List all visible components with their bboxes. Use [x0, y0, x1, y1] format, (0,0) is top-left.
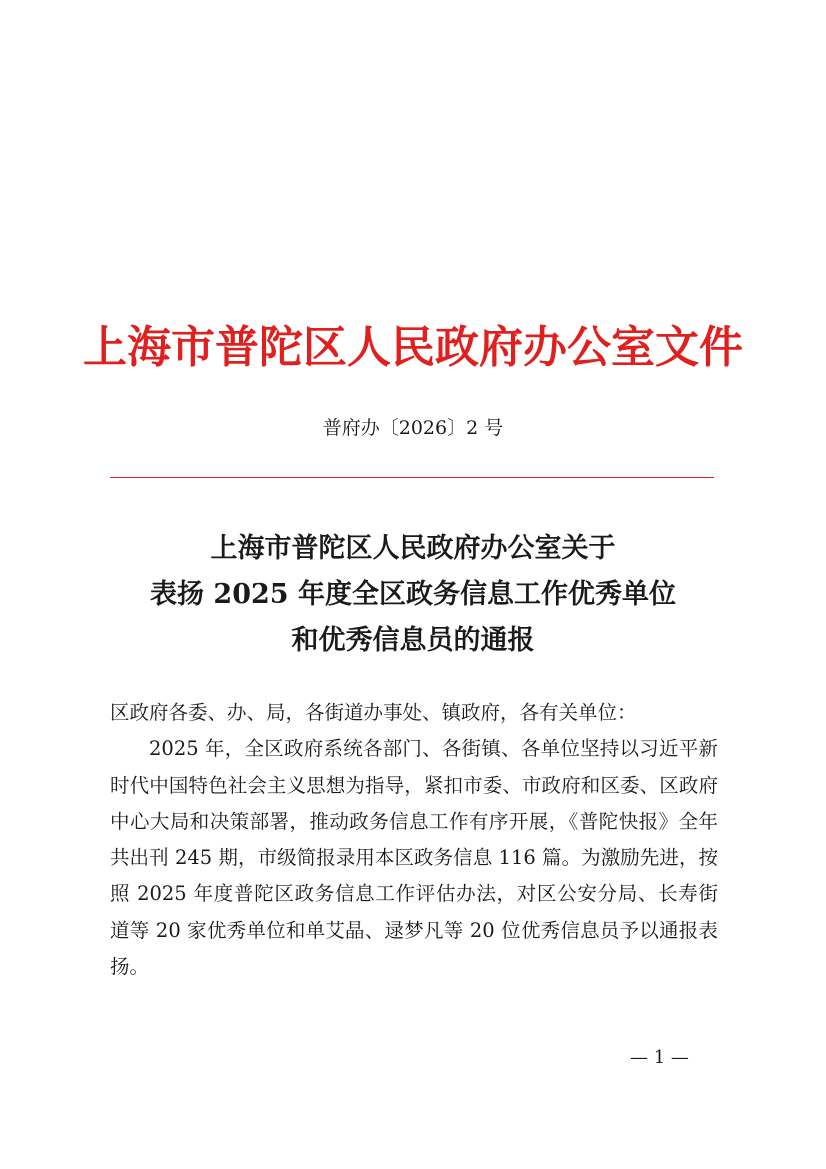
page-number: — 1 —	[630, 1047, 689, 1068]
body-paragraph: 2025 年，全区政府系统各部门、各街镇、各单位坚持以习近平新时代中国特色社会主义思想为指导，紧扣市委、市政府和区委、区政府中心大局和决策部署，推动政务信息工作有序开展，《普陀快报》全年共出刊 245 期，市级简报录用本区政务信息 116 篇。为激励先进，按照 2025 年度普陀区政务信息工作评估办法，对区公安分局、长寿街道等 20 家优秀单位和单艾晶、逯梦凡等 20 位优秀信息员予以通报表扬。	[110, 737, 718, 979]
notice-title-line-1: 上海市普陀区人民政府办公室关于	[210, 533, 616, 564]
salutation: 区政府各委、办、局，各街道办事处、镇政府，各有关单位：	[110, 701, 637, 724]
red-divider-line	[110, 477, 714, 478]
notice-title-line-3: 和优秀信息员的通报	[291, 625, 535, 656]
notice-title-line-2: 表扬 2025 年度全区政务信息工作优秀单位	[150, 579, 676, 610]
notice-body	[110, 695, 718, 985]
document-number: 普府办〔2026〕2 号	[322, 417, 504, 439]
notice-title	[0, 526, 826, 664]
header-title: 上海市普陀区人民政府办公室文件	[83, 322, 743, 373]
